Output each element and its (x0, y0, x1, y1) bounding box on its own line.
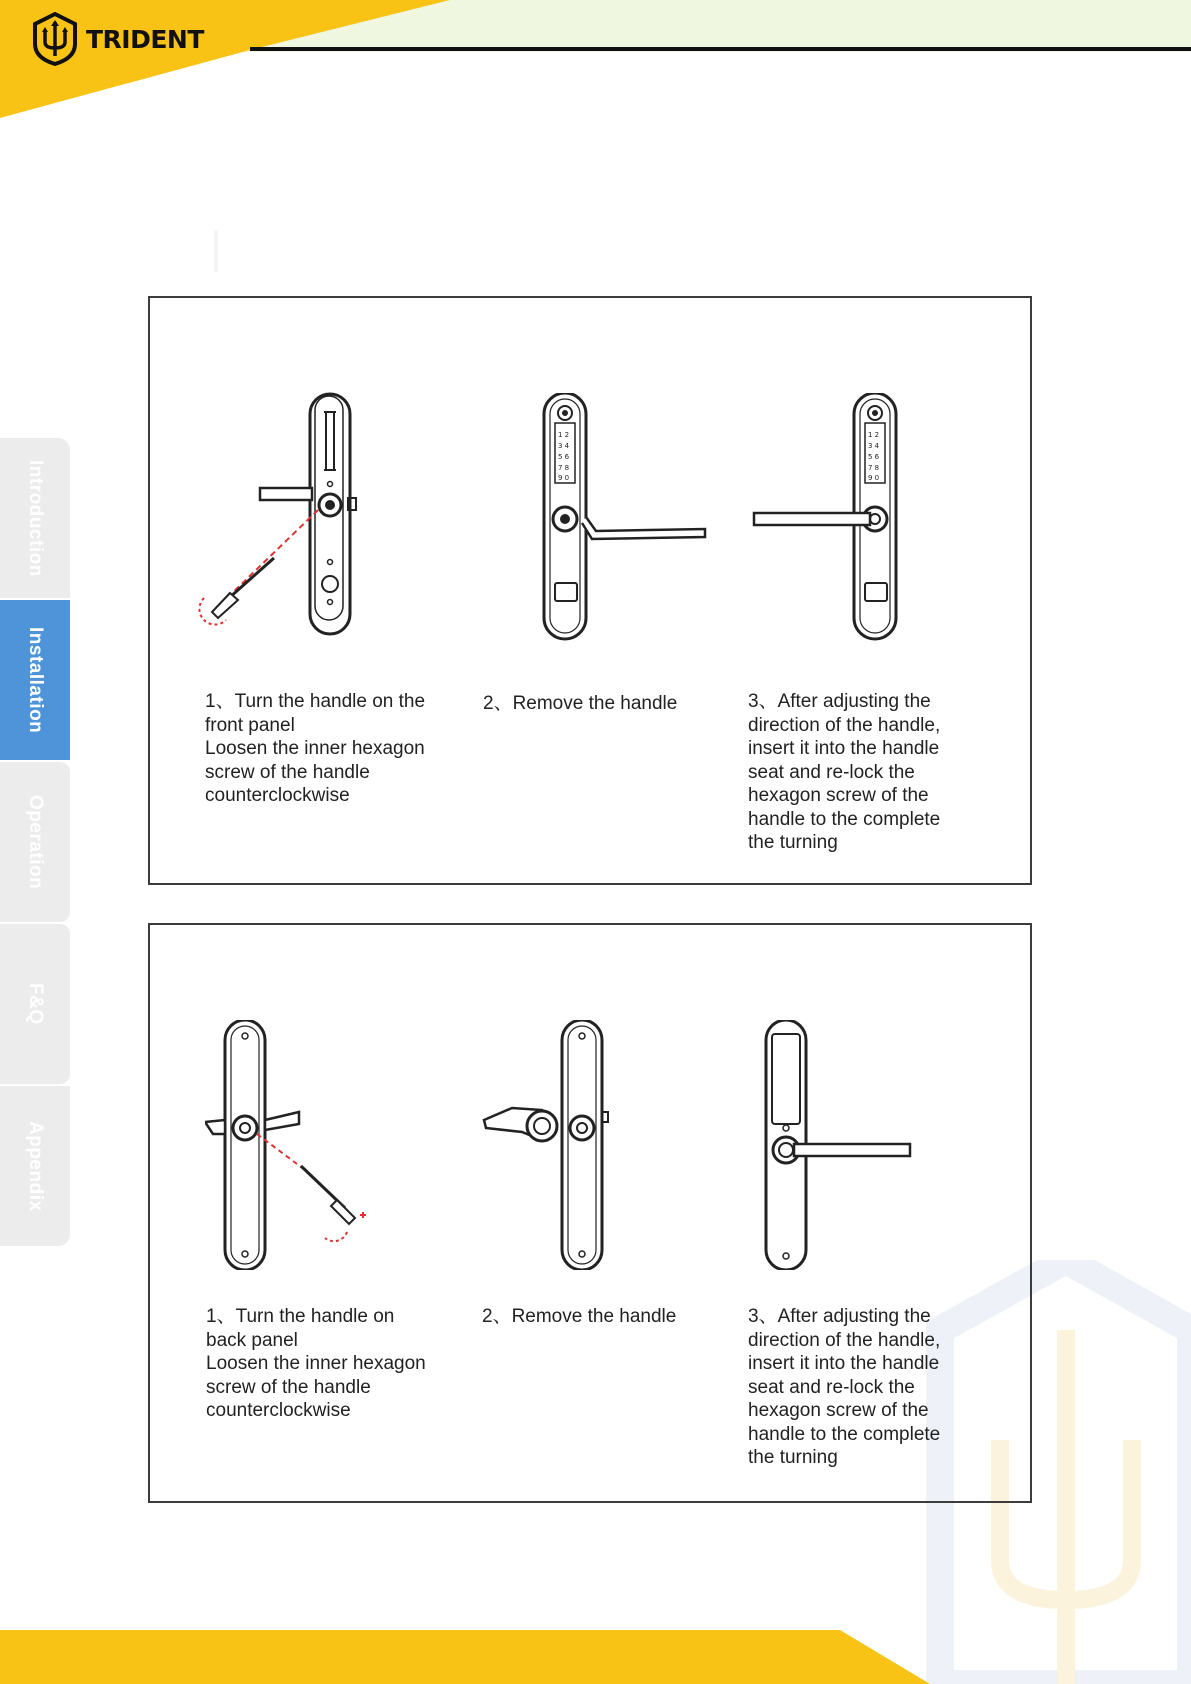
caption-line: front panel (205, 714, 295, 736)
caption-line: 3、After adjusting the (748, 1306, 931, 1327)
caption-line: 1、Turn the handle on the (205, 691, 426, 712)
caption-line: counterclockwise (205, 785, 350, 806)
caption-line: Loosen the inner hexagon (206, 1353, 426, 1374)
figure-front-loosen-screw (190, 388, 380, 638)
svg-text:1 2: 1 2 (868, 431, 880, 439)
caption-line: 1、Turn the handle on (206, 1306, 395, 1327)
svg-text:9 0: 9 0 (868, 474, 880, 482)
brand-name: TRIDENT (86, 24, 204, 54)
caption-line: the turning (748, 1447, 838, 1468)
svg-text:9 0: 9 0 (558, 474, 570, 482)
step-3-caption (748, 690, 940, 855)
step-1-caption (206, 1305, 426, 1423)
caption-line: hexagon screw of the (748, 785, 929, 806)
front-panel-instructions (148, 296, 1032, 885)
step-3-caption (748, 1305, 940, 1470)
sidebar-tab-installation[interactable] (0, 600, 70, 760)
svg-text:5 6: 5 6 (558, 453, 570, 461)
sidebar-tab-label: F&Q (25, 983, 46, 1025)
svg-text:1 2: 1 2 (558, 431, 570, 439)
caption-line: counterclockwise (206, 1400, 351, 1421)
step-2-caption (483, 692, 677, 716)
sidebar-tab-label: Installation (25, 626, 46, 734)
caption-line: 2、Remove the handle (483, 693, 678, 714)
divider (214, 230, 218, 272)
sidebar-tab-introduction[interactable] (0, 438, 70, 598)
caption-line: screw of the handle (205, 761, 370, 783)
figure-front-remove-handle (530, 393, 720, 643)
svg-text:3 4: 3 4 (558, 442, 570, 450)
trident-shield-icon (30, 12, 80, 66)
caption-line: Loosen the inner hexagon (205, 738, 425, 759)
figure-front-reinstall-handle (750, 393, 940, 643)
svg-text:5 6: 5 6 (868, 453, 880, 461)
sidebar-tab-appendix[interactable] (0, 1086, 70, 1246)
caption-line: the turning (748, 832, 838, 853)
sidebar-tab-operation[interactable] (0, 762, 70, 922)
step-1-caption (205, 690, 425, 808)
caption-line: screw of the handle (206, 1376, 371, 1398)
caption-line: seat and re-lock the (748, 761, 915, 783)
svg-text:7 8: 7 8 (558, 464, 570, 472)
svg-text:7 8: 7 8 (868, 464, 880, 472)
caption-line: direction of the handle, (748, 1329, 941, 1351)
caption-line: back panel (206, 1329, 298, 1351)
caption-line: hexagon screw of the (748, 1400, 929, 1421)
brand-logo (30, 12, 204, 66)
caption-line: handle to the complete (748, 1423, 941, 1445)
caption-line: 2、Remove the handle (482, 1306, 677, 1327)
svg-text:3 4: 3 4 (868, 442, 880, 450)
back-panel-instructions (148, 923, 1032, 1503)
section-sidebar (0, 438, 70, 1248)
sidebar-tab-fq[interactable] (0, 924, 70, 1084)
caption-line: insert it into the handle (748, 1353, 940, 1374)
figure-back-loosen-screw (205, 1020, 395, 1270)
figure-back-reinstall-handle (760, 1020, 950, 1270)
caption-line: direction of the handle, (748, 714, 941, 736)
caption-line: insert it into the handle (748, 738, 940, 759)
caption-line: 3、After adjusting the (748, 691, 931, 712)
caption-line: handle to the complete (748, 808, 941, 830)
step-2-caption (482, 1305, 676, 1329)
caption-line: seat and re-lock the (748, 1376, 915, 1398)
sidebar-tab-label: Introduction (25, 459, 46, 577)
figure-back-remove-handle (482, 1020, 672, 1270)
sidebar-tab-label: Operation (25, 794, 46, 890)
sidebar-tab-label: Appendix (25, 1120, 46, 1212)
footer-banner (0, 1630, 1191, 1684)
